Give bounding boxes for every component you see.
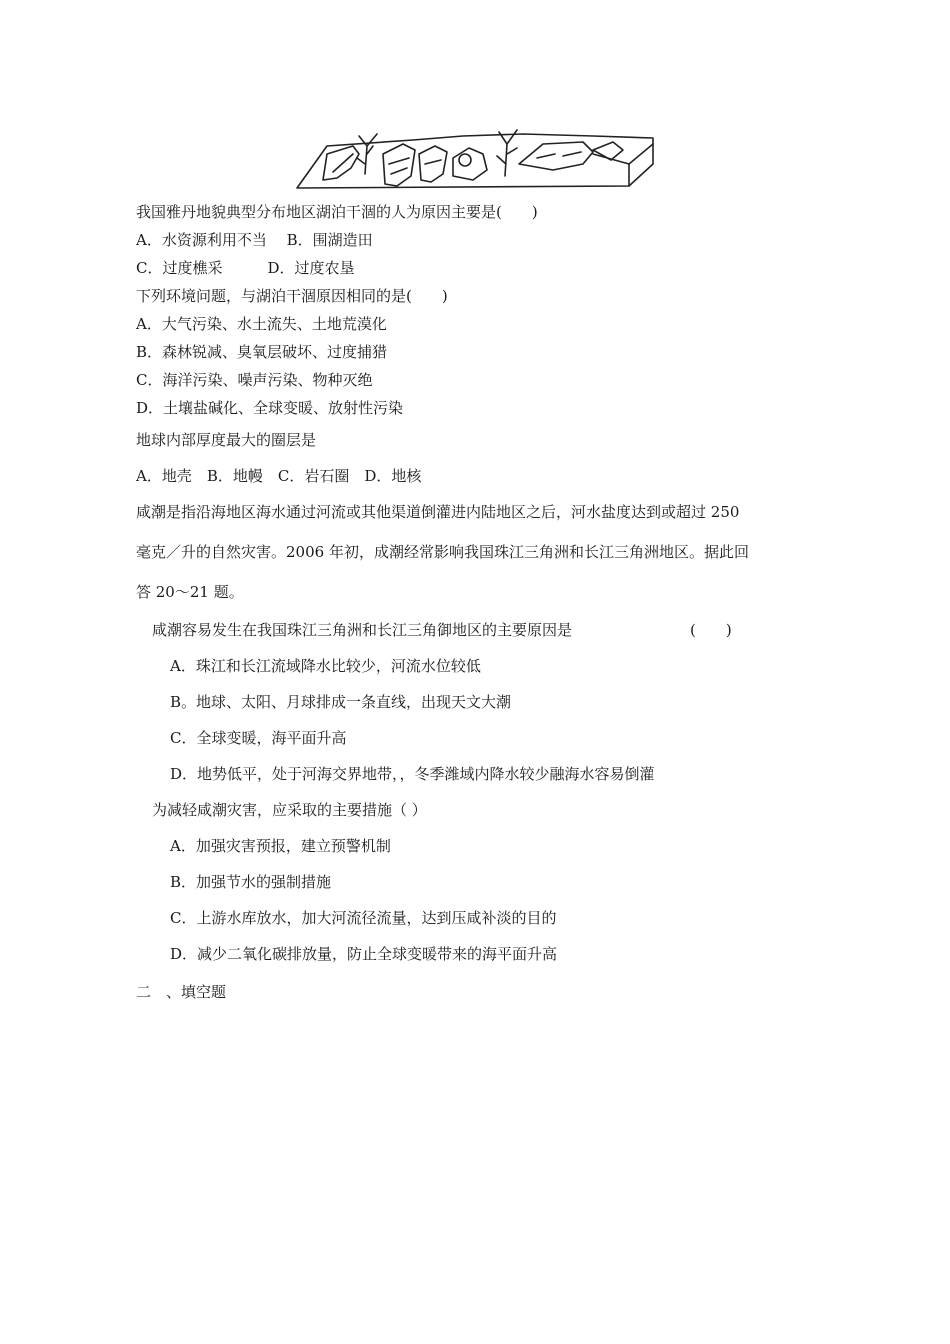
- question-21-stem: 为减轻咸潮灾害，应采取的主要措施（ ）: [152, 801, 427, 819]
- question-20-option-d: D．地势低平，处于河海交界地带，，冬季潍域内降水较少融海水容易倒灌: [170, 765, 655, 783]
- question-20-option-b: B。地球、太阳、月球排成一条直线，出现天文大潮: [170, 693, 512, 711]
- question-a-options-row2: C．过度樵采 D．过度农垦: [136, 259, 355, 277]
- yardang-landform-sketch: [293, 124, 658, 192]
- passage-line-2: 毫克／升的自然灾害。2006 年初，成潮经常影响我国珠江三角洲和长江三角洲地区。据此回: [136, 543, 749, 561]
- question-a-options-row1: A．水资源利用不当 B．围湖造田: [136, 231, 373, 249]
- question-b-option-b: B．森林锐减、臭氧层破坏、过度捕猎: [136, 343, 388, 361]
- question-c-stem: 地球内部厚度最大的圈层是: [136, 431, 317, 449]
- question-b-option-d: D．土壤盐碱化、全球变暖、放射性污染: [136, 399, 404, 417]
- passage-line-1: 咸潮是指沿海地区海水通过河流或其他渠道倒灌进内陆地区之后，河水盐度达到或超过 250: [136, 503, 740, 521]
- question-21-option-d: D．减少二氧化碳排放量，防止全球变暖带来的海平面升高: [170, 945, 558, 963]
- question-20-option-c: C．全球变暖，海平面升高: [170, 729, 347, 747]
- question-b-option-a: A．大气污染、水土流失、土地荒漠化: [136, 315, 387, 333]
- question-a-stem: 我国雅丹地貌典型分布地区湖泊干涸的人为原因主要是( ): [136, 203, 538, 221]
- question-20-option-a: A．珠江和长江流域降水比较少，河流水位较低: [170, 657, 481, 675]
- question-b-option-c: C．海洋污染、噪声污染、物种灭绝: [136, 371, 373, 389]
- section-title: 二 、填空题: [136, 983, 227, 1001]
- passage-line-3: 答 20～21 题。: [136, 583, 244, 601]
- question-b-stem: 下列环境问题，与湖泊干涸原因相同的是( ): [136, 287, 448, 305]
- question-20-stem: 咸潮容易发生在我国珠江三角洲和长江三角御地区的主要原因是: [152, 621, 573, 639]
- question-c-options: A．地壳 B．地幔 C．岩石圈 D．地核: [136, 467, 422, 485]
- question-20-answer-paren: ( ): [690, 621, 732, 639]
- question-20-row: [152, 620, 772, 640]
- question-21-option-b: B．加强节水的强制措施: [170, 873, 332, 891]
- question-21-option-a: A．加强灾害预报，建立预警机制: [170, 837, 391, 855]
- question-21-option-c: C．上游水库放水，加大河流径流量，达到压咸补淡的目的: [170, 909, 557, 927]
